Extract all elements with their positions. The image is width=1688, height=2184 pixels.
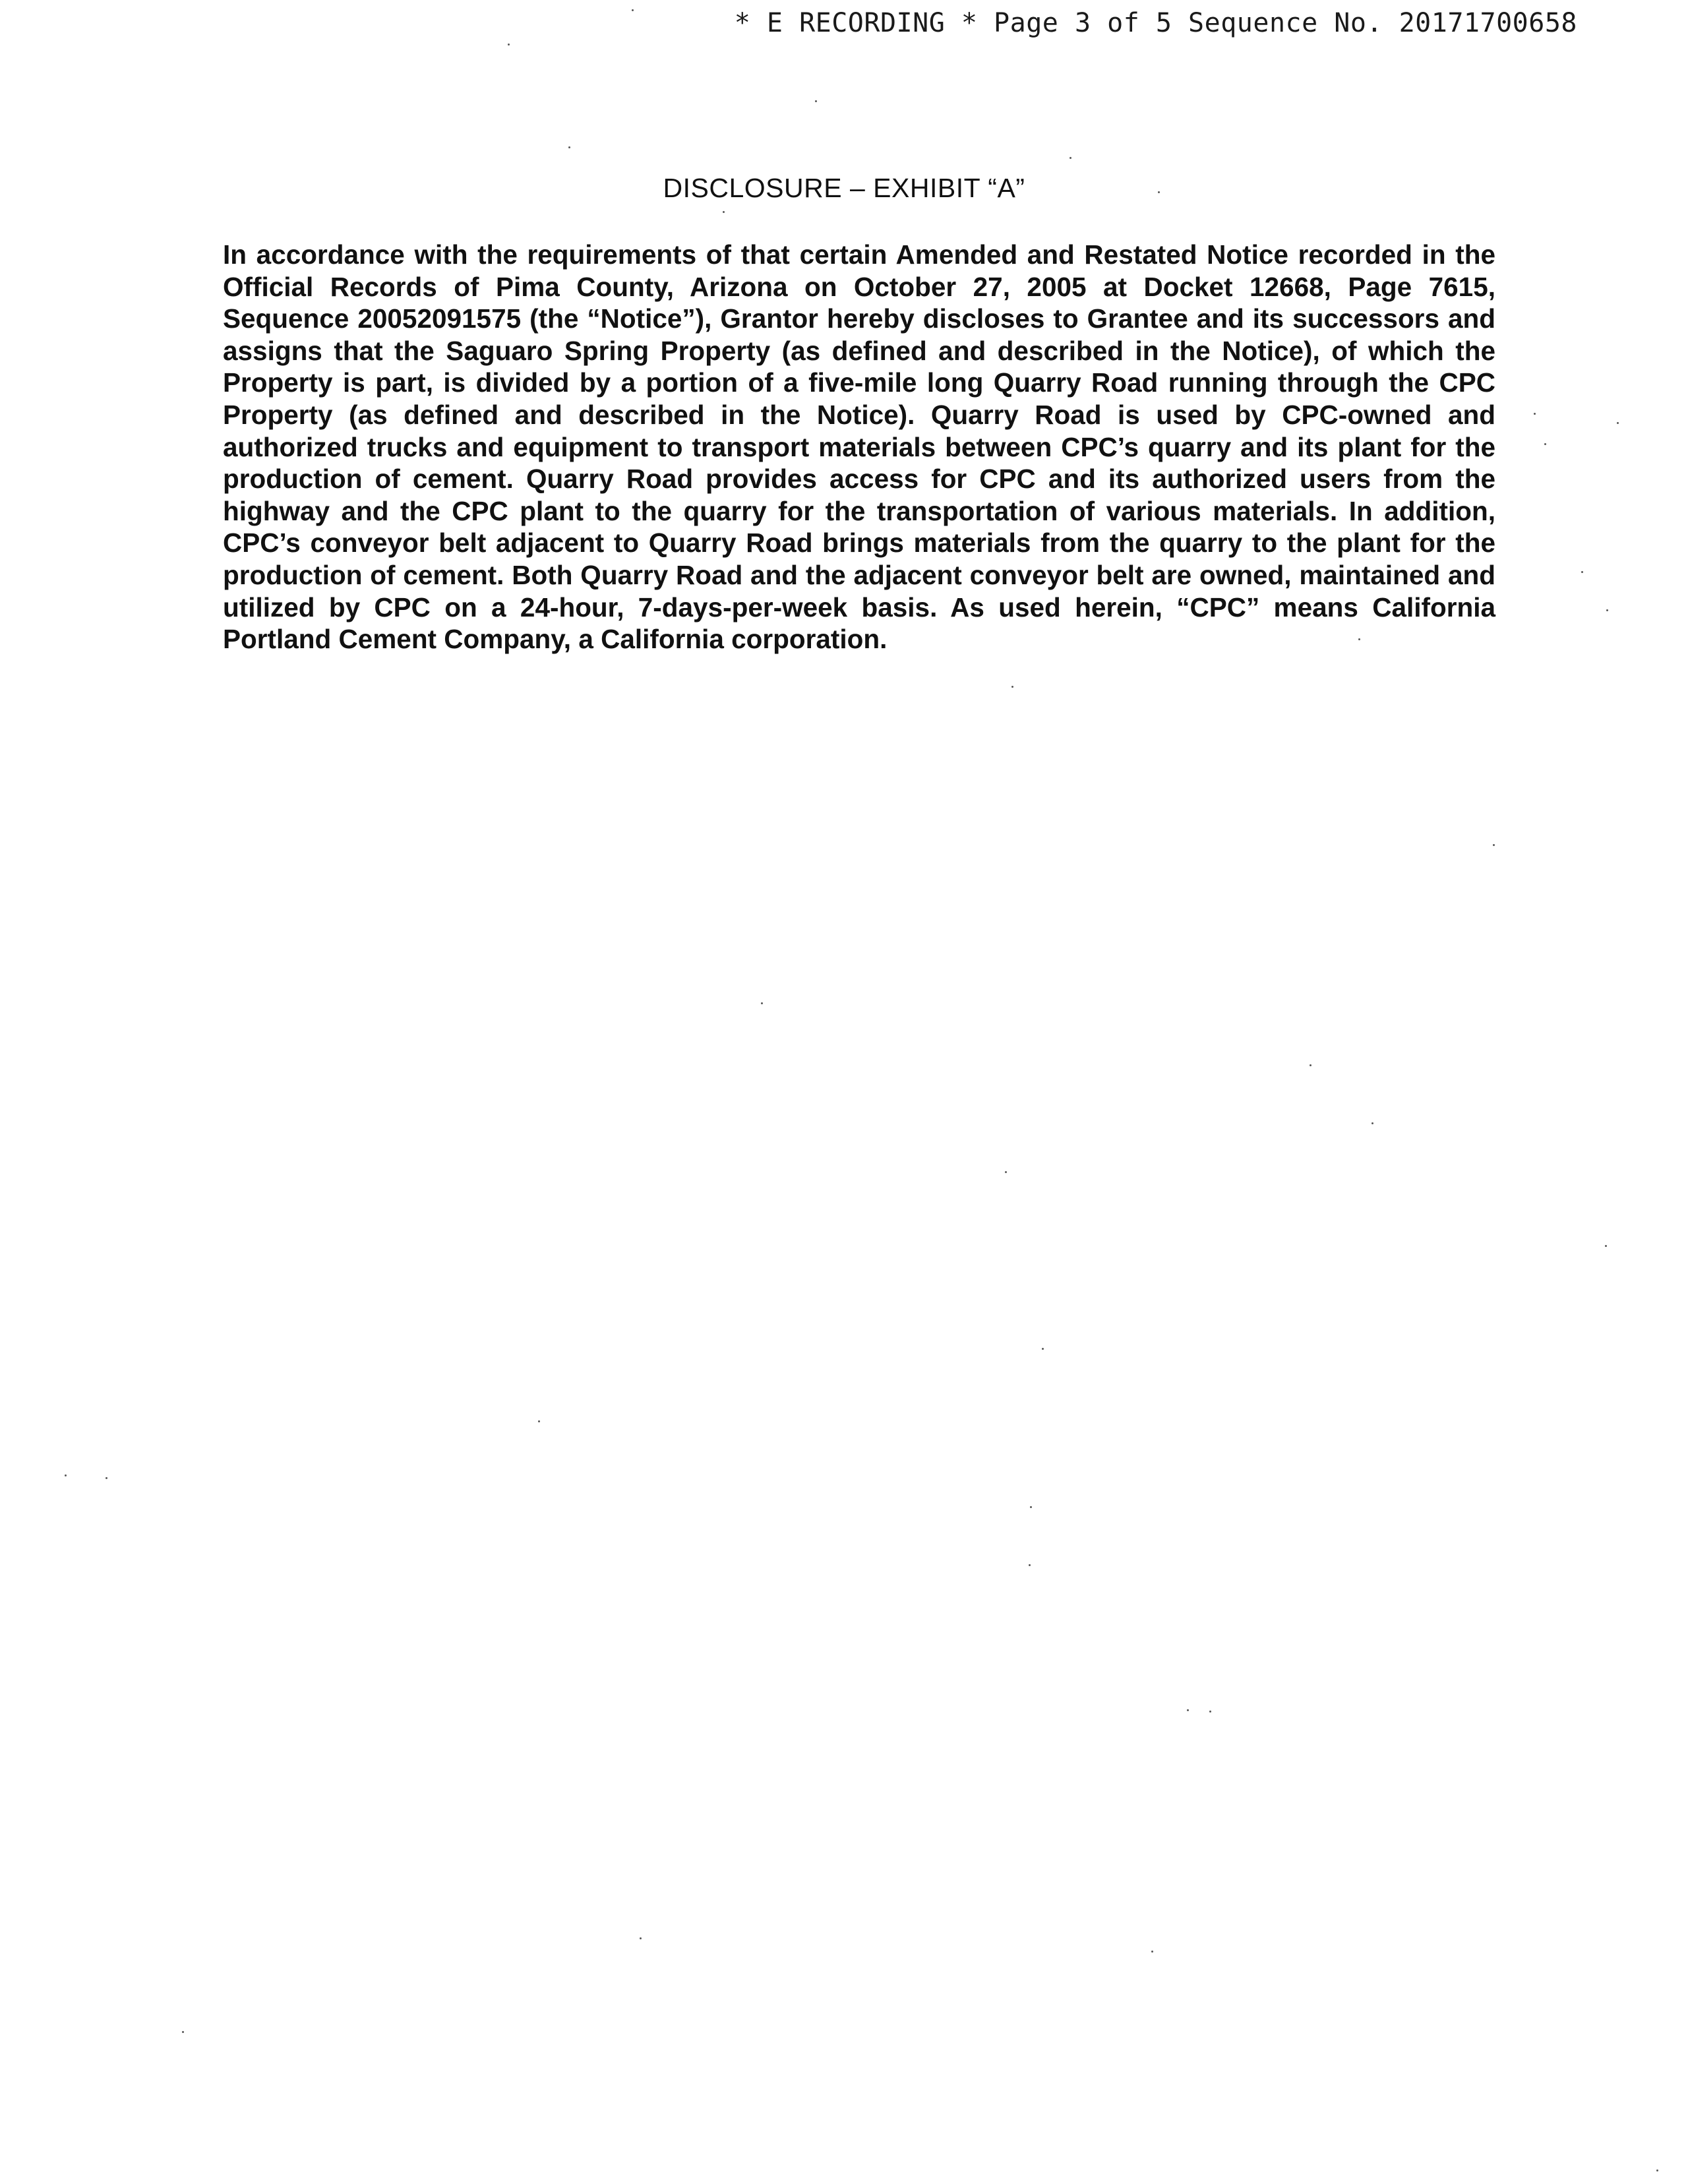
scan-speck [1534, 413, 1536, 415]
scan-speck [508, 44, 510, 46]
scan-speck [815, 100, 817, 102]
scan-speck [106, 1477, 107, 1479]
scan-speck [1005, 1171, 1007, 1173]
exhibit-title: DISCLOSURE – EXHIBIT “A” [663, 173, 1025, 203]
scan-speck [632, 9, 634, 11]
scan-speck [1544, 443, 1546, 445]
scan-speck [568, 146, 570, 148]
scan-speck [761, 1002, 763, 1004]
scan-speck [1310, 1064, 1311, 1066]
scan-speck [1372, 1122, 1373, 1124]
scan-speck [182, 2031, 184, 2033]
scan-speck [1358, 638, 1360, 640]
scan-speck [1605, 1245, 1607, 1247]
scan-speck [1656, 2169, 1658, 2171]
scan-speck [1581, 571, 1583, 573]
scan-speck [65, 1474, 67, 1476]
scan-speck [640, 1937, 642, 1939]
scan-speck [1617, 422, 1619, 424]
scan-speck [1151, 1951, 1153, 1953]
scan-speck [538, 1420, 540, 1422]
recording-header: * E RECORDING * Page 3 of 5 Sequence No. 20171700658 [734, 8, 1577, 38]
scan-speck [1042, 1348, 1044, 1350]
scan-speck [1030, 1506, 1032, 1508]
disclosure-paragraph: In accordance with the requirements of that certain Amended and Restated Notice recorded in the Official Records of Pima County, Arizona on October 27, 2005 at Docket 12668, Page 7615, Sequence 20052091575 (the “Notice”), Grantor hereby discloses to Grantee and its successors and assigns that the Saguaro Spring Property (as defined and described in the Notice), of which the Property is part, is divided by a portion of a five-mile long Quarry Road running through the CPC Property (as defined and described in the Notice). Quarry Road is used by CPC-owned and authorized trucks and equipment to transport materials between CPC’s quarry and its plant for the production of cement. Quarry Road provides access for CPC and its authorized users from the highway and the CPC plant to the quarry for the transportation of various materials. In addition, CPC’s conveyor belt adjacent to Quarry Road brings materials from the quarry to the plant for the production of cement. Both Quarry Road and the adjacent conveyor belt are owned, maintained and utilized by CPC on a 24-hour, 7-days-per-week basis. As used herein, “CPC” means California Portland Cement Company, a California corporation. [223, 239, 1495, 655]
scan-speck [1029, 1564, 1031, 1566]
scan-speck [1493, 844, 1495, 846]
scan-speck [1011, 686, 1013, 688]
scan-speck [1070, 157, 1071, 159]
scan-speck [1187, 1709, 1189, 1711]
scan-speck [723, 211, 725, 213]
scan-speck [1606, 609, 1608, 611]
scan-speck [1209, 1711, 1211, 1713]
scan-speck [1158, 191, 1160, 193]
